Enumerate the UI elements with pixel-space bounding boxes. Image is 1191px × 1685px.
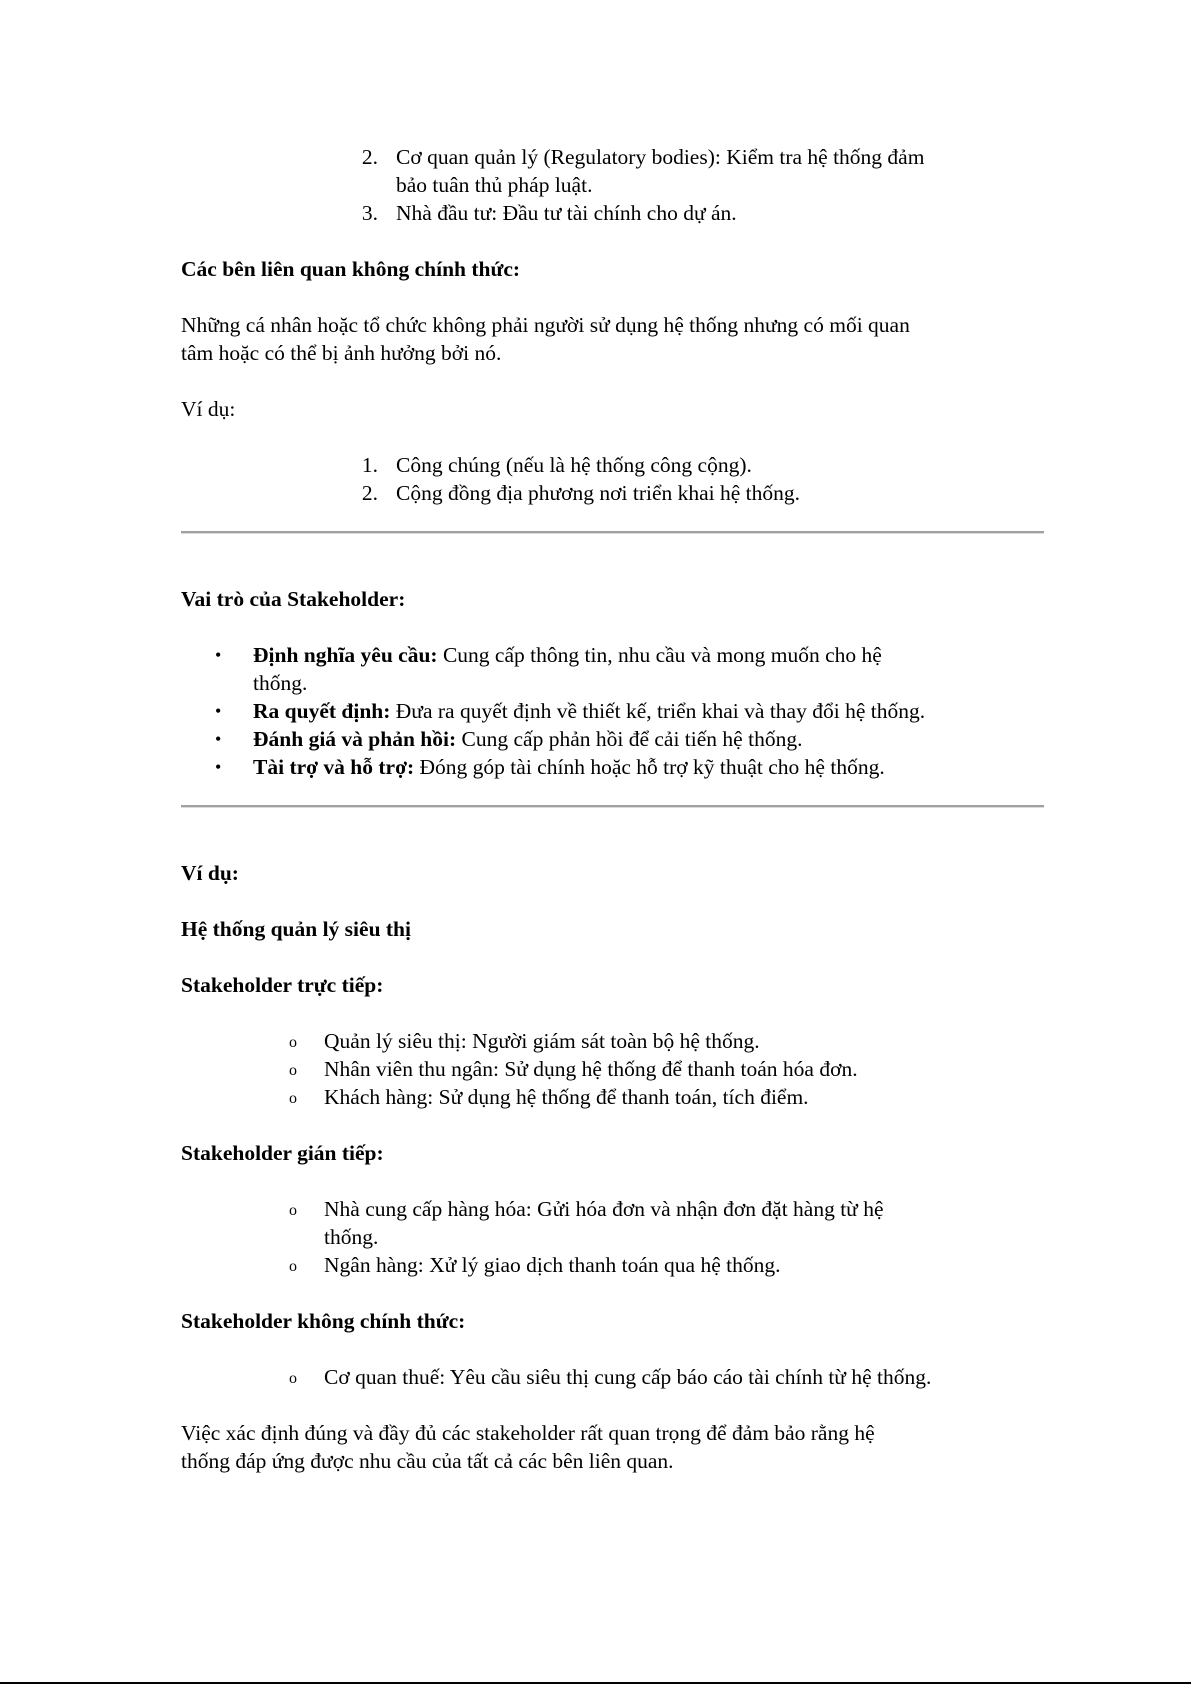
informal-example-heading: Stakeholder không chính thức: (181, 1309, 466, 1333)
role-term: Ra quyết định: (253, 699, 391, 723)
circle-bullet-icon: o (289, 1202, 297, 1219)
list-item-text: Công chúng (nếu là hệ thống công cộng). (396, 453, 752, 477)
list-item-text: Ngân hàng: Xử lý giao dịch thanh toán qua hệ thống. (324, 1253, 781, 1277)
list-item-text: Nhà cung cấp hàng hóa: Gửi hóa đơn và nhận đơn đặt hàng từ hệ (324, 1197, 884, 1221)
list-item-text: Khách hàng: Sử dụng hệ thống để thanh toán, tích điểm. (324, 1085, 809, 1109)
role-term: Định nghĩa yêu cầu: (253, 643, 438, 667)
bullet-icon: • (215, 729, 222, 749)
example-label: Ví dụ: (181, 861, 239, 885)
role-description-continued: thống. (253, 671, 308, 695)
list-item-text-continued: thống. (324, 1225, 379, 1249)
conclusion-paragraph: Việc xác định đúng và đầy đủ các stakeholder rất quan trọng để đảm bảo rằng hệ (181, 1421, 875, 1445)
role-description: Cung cấp thông tin, nhu cầu và mong muốn cho hệ (437, 643, 882, 667)
direct-stakeholders-heading: Stakeholder trực tiếp: (181, 973, 384, 997)
circle-bullet-icon: o (289, 1258, 297, 1275)
informal-example-label: Ví dụ: (181, 397, 236, 421)
roles-heading: Vai trò của Stakeholder: (181, 587, 406, 611)
list-item-text: Cộng đồng địa phương nơi triển khai hệ thống. (396, 481, 801, 505)
list-item (253, 753, 885, 781)
horizontal-rule (181, 531, 1044, 534)
list-item-text: Nhà đầu tư: Đầu tư tài chính cho dự án. (396, 201, 737, 225)
list-item-number: 1. (361, 453, 378, 477)
page-bottom-border (0, 1682, 1191, 1684)
list-item-number: 2. (361, 145, 378, 169)
role-term: Đánh giá và phản hồi: (253, 727, 457, 751)
role-description: Đóng góp tài chính hoặc hỗ trợ kỹ thuật cho hệ thống. (414, 755, 885, 779)
list-item-text: Quản lý siêu thị: Người giám sát toàn bộ hệ thống. (324, 1029, 760, 1053)
list-item-number: 3. (361, 201, 378, 225)
list-item-text: Cơ quan thuế: Yêu cầu siêu thị cung cấp báo cáo tài chính từ hệ thống. (324, 1365, 932, 1389)
horizontal-rule (181, 805, 1044, 808)
bullet-icon: • (215, 645, 222, 665)
circle-bullet-icon: o (289, 1034, 297, 1051)
conclusion-paragraph-continued: thống đáp ứng được nhu cầu của tất cả các bên liên quan. (181, 1449, 674, 1473)
list-item (253, 725, 802, 753)
circle-bullet-icon: o (289, 1370, 297, 1387)
list-item (253, 697, 925, 725)
role-description: Đưa ra quyết định về thiết kế, triển khai và thay đổi hệ thống. (390, 699, 926, 723)
list-item-text: Cơ quan quản lý (Regulatory bodies): Kiểm tra hệ thống đảm (396, 145, 925, 169)
list-item (253, 641, 882, 669)
role-description: Cung cấp phản hồi để cải tiến hệ thống. (456, 727, 803, 751)
bullet-icon: • (215, 701, 222, 721)
list-item-text: Nhân viên thu ngân: Sử dụng hệ thống để thanh toán hóa đơn. (324, 1057, 858, 1081)
informal-description-continued: tâm hoặc có thể bị ảnh hưởng bởi nó. (181, 341, 502, 365)
role-term: Tài trợ và hỗ trợ: (253, 755, 415, 779)
indirect-stakeholders-heading: Stakeholder gián tiếp: (181, 1141, 384, 1165)
example-system-title: Hệ thống quản lý siêu thị (181, 917, 411, 941)
list-item-text-continued: bảo tuân thủ pháp luật. (396, 173, 593, 197)
informal-stakeholders-heading: Các bên liên quan không chính thức: (181, 257, 521, 281)
informal-description: Những cá nhân hoặc tổ chức không phải người sử dụng hệ thống nhưng có mối quan (181, 313, 910, 337)
circle-bullet-icon: o (289, 1090, 297, 1107)
bullet-icon: • (215, 757, 222, 777)
list-item-number: 2. (361, 481, 378, 505)
circle-bullet-icon: o (289, 1062, 297, 1079)
